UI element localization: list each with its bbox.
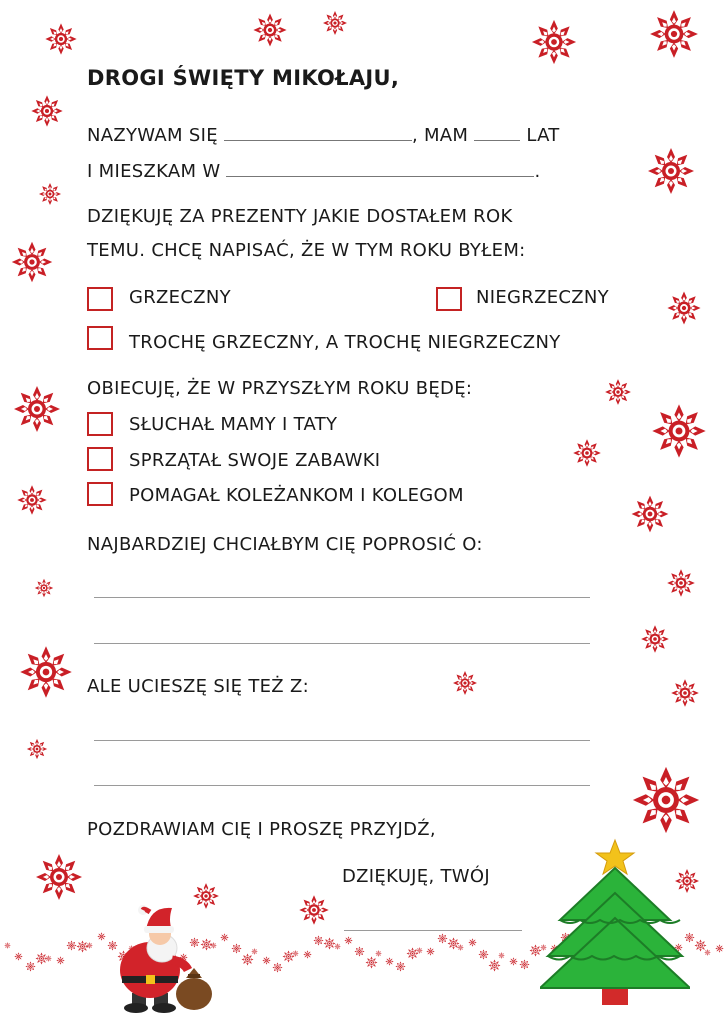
snowflake-icon <box>322 10 348 36</box>
letter-title: DROGI ŚWIĘTY MIKOŁAJU, <box>87 66 400 90</box>
wish-line-1[interactable] <box>94 597 590 598</box>
snowflake-icon <box>385 957 394 966</box>
snowflake-icon <box>251 948 258 955</box>
checkbox-grzeczny[interactable] <box>87 287 113 311</box>
age-prefix: , MAM <box>411 125 469 146</box>
age-field[interactable] <box>474 122 520 141</box>
snowflake-icon <box>86 942 93 949</box>
snowflake-icon <box>4 942 11 949</box>
snowflake-icon <box>365 956 378 969</box>
snowflake-icon <box>38 182 62 206</box>
thanks-line-2: TEMU. CHCĘ NAPISAĆ, ŻE W TYM ROKU BYŁEM: <box>87 240 526 261</box>
snowflake-icon <box>604 378 632 406</box>
checkbox-promise-2[interactable] <box>87 447 113 471</box>
snowflake-icon <box>715 944 724 953</box>
snowflake-icon <box>44 22 78 56</box>
snowflake-icon <box>646 146 696 196</box>
snowflake-icon <box>452 670 478 696</box>
snowflake-icon <box>630 764 702 836</box>
snowflake-icon <box>572 438 602 468</box>
snowflake-icon <box>488 959 501 972</box>
snowflake-icon <box>262 956 271 965</box>
checkbox-promise-1[interactable] <box>87 412 113 436</box>
option-label-niegrzeczny: NIEGRZECZNY <box>476 287 609 308</box>
signoff: DZIĘKUJĘ, TWÓJ <box>342 866 490 887</box>
snowflake-icon <box>303 950 312 959</box>
snowflake-icon <box>530 18 578 66</box>
checkbox-niegrzeczny[interactable] <box>436 287 462 311</box>
promise-label-2: SPRZĄTAŁ SWOJE ZABAWKI <box>129 450 381 471</box>
snowflake-icon <box>298 894 330 926</box>
santa-icon <box>110 898 220 1016</box>
snowflake-icon <box>12 384 62 434</box>
snowflake-icon <box>252 12 288 48</box>
snowflake-icon <box>395 961 406 972</box>
snowflake-icon <box>344 936 353 945</box>
snowflake-icon <box>630 494 670 534</box>
snowflake-icon <box>354 946 365 957</box>
snowflake-icon <box>16 484 48 516</box>
wish-intro: NAJBARDZIEJ CHCIAŁBYM CIĘ POPROSIĆ O: <box>87 534 483 555</box>
city-prefix: I MIESZKAM W <box>87 161 221 182</box>
snowflake-icon <box>498 952 505 959</box>
snowflake-icon <box>426 947 435 956</box>
name-line <box>87 122 560 146</box>
snowflake-icon <box>45 955 52 962</box>
name-field[interactable] <box>224 122 412 141</box>
option-label-grzeczny: GRZECZNY <box>129 287 231 308</box>
greeting: POZDRAWIAM CIĘ I PROSZĘ PRZYJDŹ, <box>87 819 436 840</box>
city-suffix: . <box>534 161 541 182</box>
snowflake-icon <box>375 950 382 957</box>
snowflake-icon <box>666 568 696 598</box>
snowflake-icon <box>14 952 23 961</box>
snowflake-icon <box>670 678 700 708</box>
snowflake-icon <box>292 950 299 957</box>
snowflake-icon <box>10 240 54 284</box>
snowflake-icon <box>34 578 54 598</box>
also-line-2[interactable] <box>94 785 590 786</box>
snowflake-icon <box>220 933 229 942</box>
city-field[interactable] <box>226 158 534 177</box>
option-label-troche: TROCHĘ GRZECZNY, A TROCHĘ NIEGRZECZNY <box>129 332 561 353</box>
city-line <box>87 158 541 182</box>
age-suffix: LAT <box>526 125 560 146</box>
snowflake-icon <box>640 624 670 654</box>
snowflake-icon <box>30 94 64 128</box>
name-prefix: NAZYWAM SIĘ <box>87 125 218 146</box>
also-line-1[interactable] <box>94 740 590 741</box>
checkbox-promise-3[interactable] <box>87 482 113 506</box>
promise-label-3: POMAGAŁ KOLEŻANKOM I KOLEGOM <box>129 485 464 506</box>
snowflake-icon <box>650 402 708 460</box>
snowflake-icon <box>18 644 74 700</box>
snowflake-icon <box>457 944 464 951</box>
snowflake-icon <box>666 290 702 326</box>
snowflake-icon <box>56 956 65 965</box>
gift-sack-icon <box>176 968 212 1010</box>
snowflake-icon <box>468 938 477 947</box>
snowflake-icon <box>416 947 423 954</box>
snowflake-icon <box>648 8 700 60</box>
snowflake-icon <box>272 962 283 973</box>
snowflake-icon <box>34 852 84 902</box>
promise-intro: OBIECUJĘ, ŻE W PRZYSZŁYM ROKU BĘDĘ: <box>87 378 473 399</box>
snowflake-icon <box>519 959 530 970</box>
promise-label-1: SŁUCHAŁ MAMY I TATY <box>129 414 338 435</box>
snowflake-icon <box>26 738 48 760</box>
checkbox-troche[interactable] <box>87 326 113 350</box>
snowflake-icon <box>509 957 518 966</box>
wish-line-2[interactable] <box>94 643 590 644</box>
also-intro: ALE UCIESZĘ SIĘ TEŻ Z: <box>87 676 309 697</box>
snowflake-icon <box>97 932 106 941</box>
christmas-tree-icon <box>540 838 690 1008</box>
thanks-line-1: DZIĘKUJĘ ZA PREZENTY JAKIE DOSTAŁEM ROK <box>87 206 513 227</box>
snowflake-icon <box>334 943 341 950</box>
snowflake-icon <box>704 949 711 956</box>
